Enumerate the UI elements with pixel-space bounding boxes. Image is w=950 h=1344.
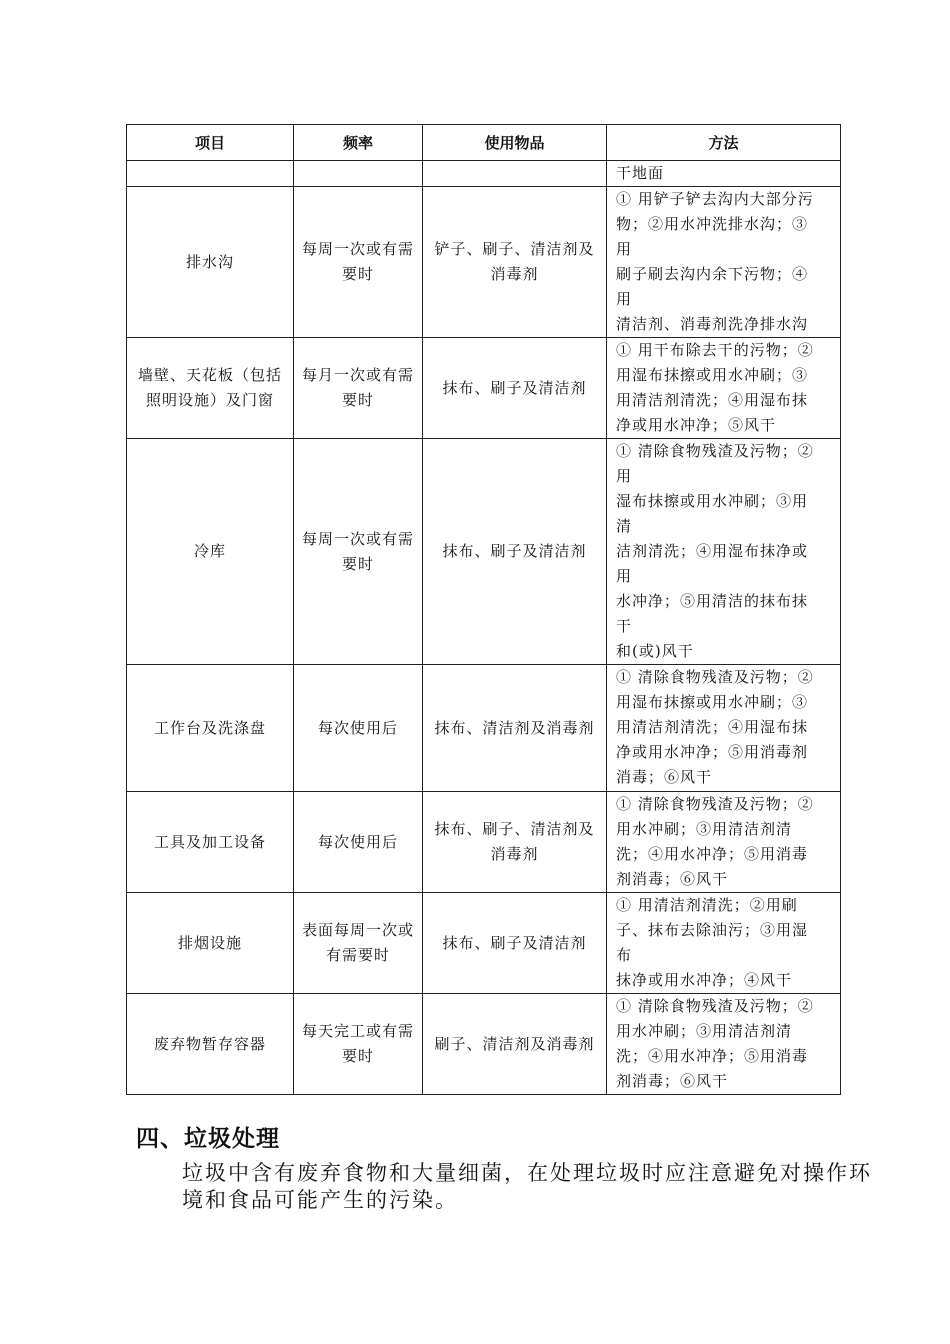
method-line: 净或用水冲净；⑤风干 (616, 416, 777, 434)
table-row (127, 161, 841, 187)
method-line: 净或用水冲净；⑤用消毒剂 (616, 743, 809, 761)
method-line: 用湿布抹擦或用水冲刷；③ (616, 366, 809, 384)
method-line: 布 (616, 946, 633, 964)
cell-supplies: 抹布、清洁剂及消毒剂 (423, 665, 607, 792)
section-paragraph: 垃圾中含有废弃食物和大量细菌，在处理垃圾时应注意避免对操作环境和食品可能产生的污染。 (182, 1161, 872, 1212)
method-line: ① 清除食物残渣及污物；② (616, 668, 814, 686)
cell-frequency: 表面每周一次或有需要时 (294, 893, 423, 994)
method-line: ① 用铲子铲去沟内大部分污 (616, 190, 814, 208)
cell-frequency: 每次使用后 (294, 792, 423, 893)
method-line: ① 用清洁剂清洗；②用刷 (616, 896, 798, 914)
method-line: 抹净或用水冲净；④风干 (616, 971, 793, 989)
cell-supplies: 抹布、刷子、清洁剂及消毒剂 (423, 792, 607, 893)
method-line: 洁剂清洗；④用湿布抹净或 (616, 542, 809, 560)
table-row (127, 338, 841, 439)
cell-supplies: 抹布、刷子及清洁剂 (423, 893, 607, 994)
method-line: 洗；④用水冲净；⑤用消毒 (616, 845, 809, 863)
cleaning-schedule-table (126, 124, 841, 1095)
table-row (127, 994, 841, 1095)
method-line: 剂消毒；⑥风干 (616, 870, 729, 888)
method-line: 用 (616, 240, 633, 258)
method-line: 刷子刷去沟内余下污物；④ (616, 265, 809, 283)
method-line: 水冲净；⑤用清洁的抹布抹 (616, 592, 809, 610)
cell-item: 冷库 (127, 439, 294, 665)
cell-item: 废弃物暂存容器 (127, 994, 294, 1095)
table-row (127, 792, 841, 893)
method-line: 和(或)风干 (616, 642, 694, 660)
cell-method (607, 893, 841, 994)
cell-method (607, 161, 841, 187)
method-line: ① 用干布除去干的污物；② (616, 341, 814, 359)
method-line: 干地面 (616, 164, 665, 182)
cell-item: 墙壁、天花板（包括照明设施）及门窗 (127, 338, 294, 439)
cell-method (607, 665, 841, 792)
method-line: 用清洁剂清洗；④用湿布抹 (616, 391, 809, 409)
method-line: 用水冲刷；③用清洁剂清 (616, 1022, 793, 1040)
method-line: 用湿布抹擦或用水冲刷；③ (616, 693, 809, 711)
cell-method (607, 994, 841, 1095)
method-line: 用 (616, 567, 633, 585)
method-line: 物；②用水冲洗排水沟；③ (616, 215, 809, 233)
method-line: 用 (616, 467, 633, 485)
cell-frequency: 每周一次或有需要时 (294, 439, 423, 665)
method-line: 用 (616, 290, 633, 308)
cell-method (607, 792, 841, 893)
cell-item: 工作台及洗涤盘 (127, 665, 294, 792)
header-supplies: 使用物品 (423, 125, 607, 161)
section-heading: 四、垃圾处理 (136, 1125, 280, 1152)
method-line: 子、抹布去除油污；③用湿 (616, 921, 809, 939)
cell-method (607, 338, 841, 439)
method-line: 洗；④用水冲净；⑤用消毒 (616, 1047, 809, 1065)
header-method: 方法 (607, 125, 841, 161)
method-line: 湿布抹擦或用水冲刷；③用 (616, 492, 809, 510)
method-line: 清洁剂、消毒剂洗净排水沟 (616, 315, 809, 333)
cell-frequency: 每月一次或有需要时 (294, 338, 423, 439)
cell-item: 排烟设施 (127, 893, 294, 994)
cell-frequency: 每天完工或有需要时 (294, 994, 423, 1095)
cell-frequency: 每次使用后 (294, 665, 423, 792)
cell-item: 排水沟 (127, 187, 294, 338)
cell-supplies: 抹布、刷子及清洁剂 (423, 338, 607, 439)
cell-item: 工具及加工设备 (127, 792, 294, 893)
method-line: 用水冲刷；③用清洁剂清 (616, 820, 793, 838)
cell-supplies: 刷子、清洁剂及消毒剂 (423, 994, 607, 1095)
cell-frequency (294, 161, 423, 187)
cell-supplies: 抹布、刷子及清洁剂 (423, 439, 607, 665)
method-line: 消毒；⑥风干 (616, 768, 713, 786)
method-line: 剂消毒；⑥风干 (616, 1072, 729, 1090)
cell-frequency: 每周一次或有需要时 (294, 187, 423, 338)
header-item: 项目 (127, 125, 294, 161)
method-line: 干 (616, 617, 633, 635)
method-line: ① 清除食物残渣及污物；② (616, 997, 814, 1015)
method-line: ① 清除食物残渣及污物；② (616, 795, 814, 813)
cell-supplies (423, 161, 607, 187)
cell-method (607, 439, 841, 665)
table-row (127, 893, 841, 994)
cell-item (127, 161, 294, 187)
cell-method (607, 187, 841, 338)
cell-supplies: 铲子、刷子、清洁剂及消毒剂 (423, 187, 607, 338)
method-line: 清 (616, 517, 633, 535)
table-header-row (127, 125, 841, 161)
method-line: 用清洁剂清洗；④用湿布抹 (616, 718, 809, 736)
table-body (127, 161, 841, 1095)
header-frequency: 频率 (294, 125, 423, 161)
table-row (127, 439, 841, 665)
method-line: ① 清除食物残渣及污物；② (616, 442, 814, 460)
table-row (127, 187, 841, 338)
table-row (127, 665, 841, 792)
